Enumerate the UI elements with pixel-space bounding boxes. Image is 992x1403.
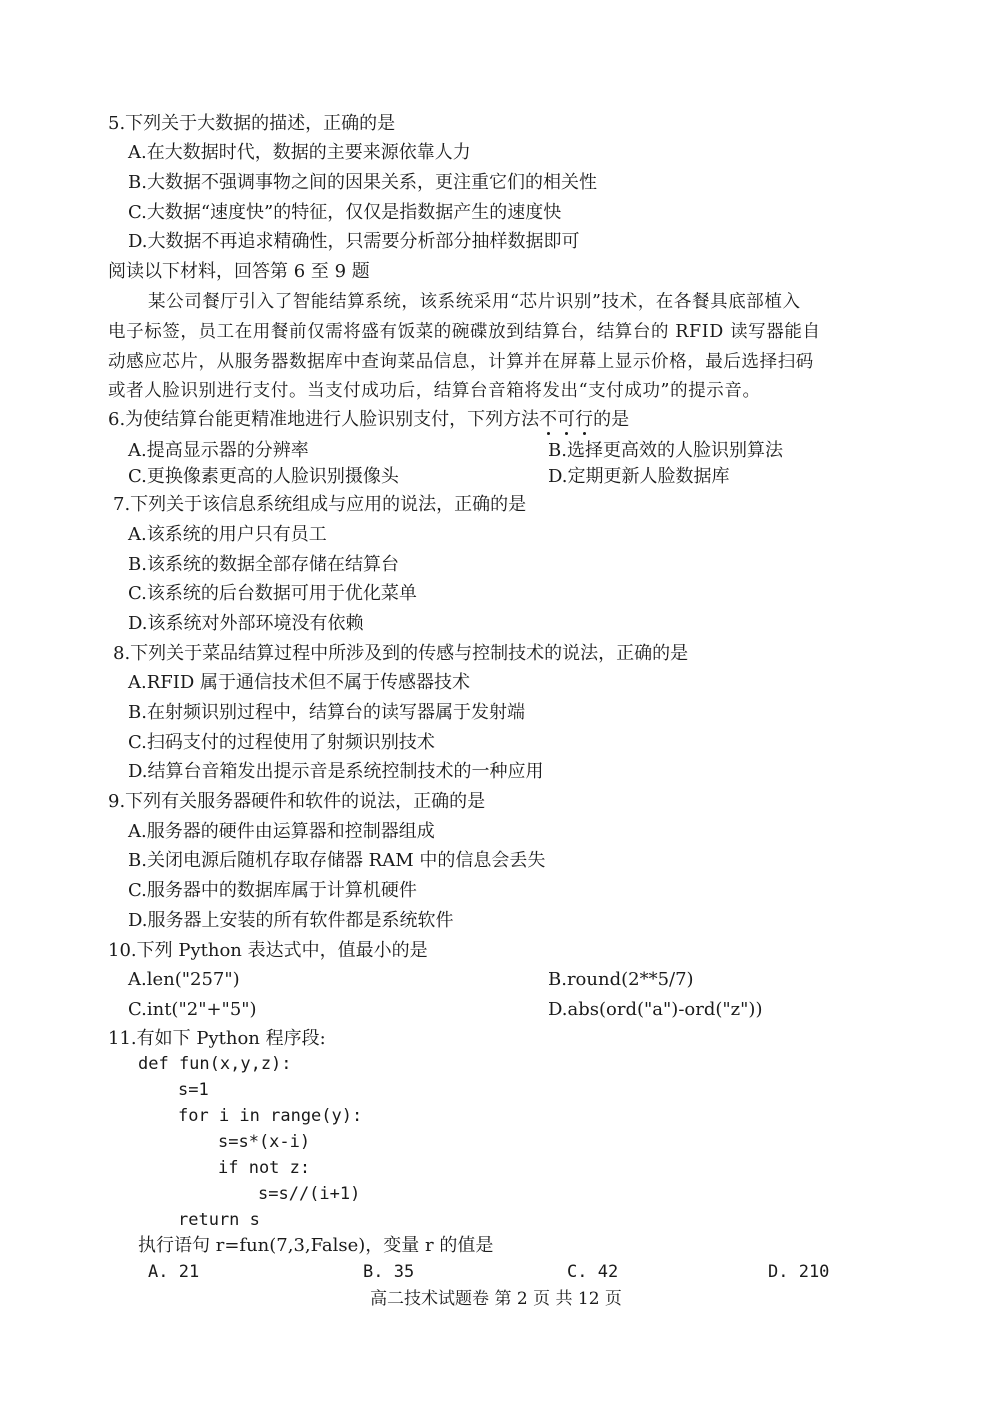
q10-option-c: C.int("2"+"5"): [128, 999, 257, 1020]
q6-option-a: A.提高显示器的分辨率: [128, 440, 309, 461]
reading-line-1: 某公司餐厅引入了智能结算系统，该系统采用“芯片识别”技术，在各餐具底部植入: [148, 292, 801, 312]
q6-stem-emphasis-2: 可: [557, 409, 576, 430]
code-line-4: s=s*(x-i): [218, 1132, 311, 1152]
q6-option-d: D.定期更新人脸数据库: [548, 466, 730, 487]
q5-option-c: C.大数据“速度快”的特征，仅仅是指数据产生的速度快: [128, 202, 562, 223]
q9-option-c: C.服务器中的数据库属于计算机硬件: [128, 880, 417, 901]
q6-stem-post: 的是: [593, 409, 630, 430]
code-line-1: def fun(x,y,z):: [138, 1054, 292, 1074]
q9-stem: 9.下列有关服务器硬件和软件的说法，正确的是: [108, 791, 486, 812]
q10-option-a: A.len("257"): [128, 969, 240, 990]
q8-option-b: B.在射频识别过程中，结算台的读写器属于发射端: [128, 702, 525, 723]
q5-option-a: A.在大数据时代，数据的主要来源依靠人力: [128, 142, 471, 163]
q7-option-b: B.该系统的数据全部存储在结算台: [128, 554, 399, 575]
q11-stem: 11.有如下 Python 程序段:: [108, 1028, 326, 1049]
q9-option-b: B.关闭电源后随机存取存储器 RAM 中的信息会丢失: [128, 850, 546, 871]
q6-option-c: C.更换像素更高的人脸识别摄像头: [128, 466, 399, 487]
q9-option-a: A.服务器的硬件由运算器和控制器组成: [128, 821, 435, 842]
q6-stem-emphasis-3: 行: [575, 409, 594, 430]
q11-exec-statement: 执行语句 r=fun(7,3,False)，变量 r 的值是: [138, 1235, 494, 1256]
reading-line-4: 或者人脸识别进行支付。当支付成功后，结算台音箱将发出“支付成功”的提示音。: [108, 381, 761, 401]
reading-intro: 阅读以下材料，回答第 6 至 9 题: [108, 261, 370, 282]
q8-stem: 8.下列关于菜品结算过程中所涉及到的传感与控制技术的说法，正确的是: [113, 643, 689, 664]
code-line-7: return s: [178, 1210, 260, 1230]
q10-stem: 10.下列 Python 表达式中，值最小的是: [108, 940, 428, 961]
page-footer: 高二技术试题卷 第 2 页 共 12 页: [370, 1289, 622, 1309]
reading-line-2: 电子标签，员工在用餐前仅需将盛有饭菜的碗碟放到结算台，结算台的 RFID 读写器能自: [108, 322, 821, 342]
q7-option-c: C.该系统的后台数据可用于优化菜单: [128, 583, 417, 604]
q11-option-a: A. 21: [148, 1262, 200, 1282]
q8-option-c: C.扫码支付的过程使用了射频识别技术: [128, 732, 435, 753]
code-line-3: for i in range(y):: [178, 1106, 363, 1126]
q7-stem: 7.下列关于该信息系统组成与应用的说法，正确的是: [113, 494, 527, 515]
q8-option-d: D.结算台音箱发出提示音是系统控制技术的一种应用: [128, 761, 544, 782]
q6-stem: [108, 408, 629, 432]
q11-option-c: C. 42: [567, 1262, 619, 1282]
q10-option-b: B.round(2**5/7): [548, 969, 694, 990]
q9-option-d: D.服务器上安装的所有软件都是系统软件: [128, 910, 454, 931]
q11-option-d: D. 210: [768, 1262, 830, 1282]
q6-stem-emphasis-1: 不: [539, 409, 558, 430]
q5-option-b: B.大数据不强调事物之间的因果关系，更注重它们的相关性: [128, 172, 597, 193]
code-line-6: s=s//(i+1): [258, 1184, 361, 1204]
q11-option-b: B. 35: [363, 1262, 415, 1282]
q5-option-d: D.大数据不再追求精确性，只需要分析部分抽样数据即可: [128, 231, 580, 252]
q6-option-b: B.选择更高效的人脸识别算法: [548, 440, 783, 461]
q10-option-d: D.abs(ord("a")-ord("z")): [548, 999, 763, 1020]
reading-line-3: 动感应芯片，从服务器数据库中查询菜品信息，计算并在屏幕上显示价格，最后选择扫码: [108, 352, 814, 372]
code-line-5: if not z:: [218, 1158, 311, 1178]
code-line-2: s=1: [178, 1080, 209, 1100]
q8-option-a: A.RFID 属于通信技术但不属于传感器技术: [128, 672, 471, 693]
q6-stem-pre: 6.为使结算台能更精准地进行人脸识别支付，下列方法: [108, 409, 540, 430]
q5-stem: 5.下列关于大数据的描述，正确的是: [108, 113, 396, 134]
q7-option-a: A.该系统的用户只有员工: [128, 524, 327, 545]
q7-option-d: D.该系统对外部环境没有依赖: [128, 613, 364, 634]
